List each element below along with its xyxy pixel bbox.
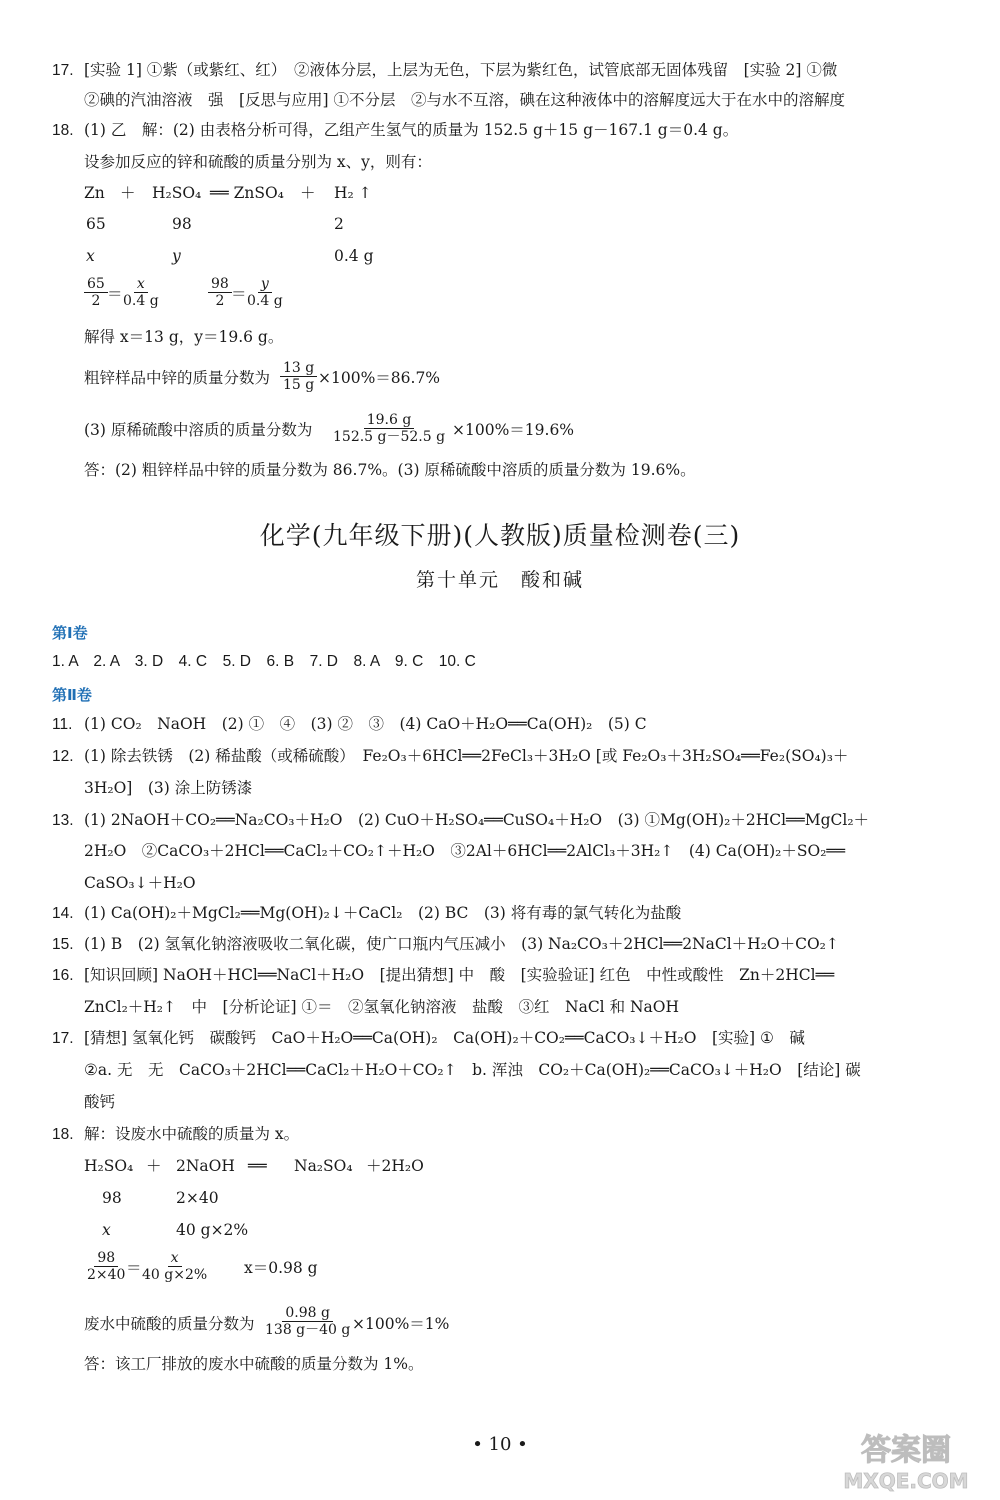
svg-text:答案圈: 答案圈 [861, 1433, 951, 1468]
q13-line-3: CaSO₃↓＋H₂O [84, 874, 196, 892]
eq1-term: ══ ZnSO₄ [210, 184, 284, 202]
svg-text:MXQE.COM: MXQE.COM [843, 1469, 969, 1493]
zn-fraction: $\frac{13 g}{15 g}$ [280, 360, 317, 393]
page-title: 化学(九年级下册)(人教版)质量检测卷(三) [259, 521, 741, 550]
q17-line-1: [实验 1] ①紫（或紫红、红） ②液体分层，上层为无色，下层为紫红色，试管底部无固体残留 [实验 2] ①微 [84, 61, 838, 79]
page-number: • 10 • [472, 1434, 528, 1455]
question-number: 11. [52, 716, 73, 733]
q18-line-1: (1) 乙 解：(2) 由表格分析可得，乙组产生氢气的质量为 152.5 g＋15 g－167.1 g＝0.4 g。 [84, 121, 739, 139]
acid-fraction-label: (3) 原稀硫酸中溶质的质量分数为 [84, 421, 313, 439]
watermark-logo [826, 1426, 986, 1496]
question-number: 16. [52, 967, 74, 984]
ratio-fraction: $\frac{x}{0.4 g}$ [123, 276, 159, 309]
acid-fraction-result: ×100%＝19.6% [452, 421, 575, 439]
q12-line-1: (1) 除去铁锈 (2) 稀盐酸（或稀硫酸） Fe₂O₃＋6HCl══2FeCl₃＋3H₂O [或 Fe₂O₃＋3H₂SO₄══Fe₂(SO₄)₃＋ [84, 747, 849, 765]
answer-page: 17. [实验 1] ①紫（或紫红、红） ②液体分层，上层为无色，下层为紫红色，试管底部无固体残留 [实验 2] ①微 ②碘的汽油溶液 强 [反思与应用] ①不分层 ②与水不互溶，碘在这种液体中的溶解度远大于在水中的溶解度 18. (1) 乙 解：(2) 由表格分析可得，乙组产生氢气的质量为 152.5 g＋15 g－167.1 g＝0.4 g。 设参加反应的锌和硫酸的质量分别为 x、y，则有： Zn ＋ H₂SO₄ ══ ZnSO₄ ＋ H₂ ↑ 65 98 2 x y 0.4 g $\frac{65}{2}$ ＝ $\frac{x}{0.4 g}$ $\frac{98}{2}$ ＝ $\frac{y}{0.4 g}$ 解得 x＝13 g，y＝19.6 g。 粗锌样品中锌的质量分数为 $\frac{13 g}{15 g}$ ×100%＝86.7% (3) 原稀硫酸中溶质的质量分数为 $\frac{19.6 g}{152.5 g-52.5 g}$ ×100%＝19.6% 答：(2) 粗锌样品中锌的质量分数为 86.7%。(3) 原稀硫酸中溶质的质量分数为 19.6%。 化学(九年级下册)(人教版)质量检测卷(三) 第十单元 酸和碱 第Ⅰ卷 1. A 2. A 3. D 4. C 5. D 6. B 7. D 8. A 9. C 10. C 第Ⅱ卷 11. (1) CO₂ NaOH (2) ① ④ (3) ② ③ (4) CaO＋H₂O══Ca(OH)₂ (5) C 12. (1) 除去铁锈 (2) 稀盐酸（或稀硫酸） Fe₂O₃＋6HCl══2FeCl₃＋3H₂O [或 Fe₂O₃＋3H₂SO₄══Fe₂(SO₄)₃＋ 3H₂O] (3) 涂上防锈漆 13. (1) 2NaOH＋CO₂══Na₂CO₃＋H₂O (2) CuO＋H₂SO₄══CuSO₄＋H₂O (3) ①Mg(OH)₂＋2HCl══MgCl₂＋ 2H₂O ②CaCO₃＋2HCl══CaCl₂＋CO₂↑＋H₂O ③2Al＋6HCl══2AlCl₃＋3H₂↑ (4) Ca(OH)₂＋SO₂══ CaSO₃↓＋H₂O 14. (1) Ca(OH)₂＋MgCl₂══Mg(OH)₂↓＋CaCl₂ (2) BC (3) 将有毒的氯气转化为盐酸 15. (1) B (2) 氢氧化钠溶液吸收二氧化碳，使广口瓶内气压减小 (3) Na₂CO₃＋2HCl══2NaCl＋H₂O＋CO₂↑ 16. [知识回顾] NaOH＋HCl══NaCl＋H₂O [提出猜想] 中 酸 [实验验证] 红色 中性或酸性 Zn＋2HCl══ ZnCl₂＋H₂↑ 中 [分析论证] ①＝ ②氢氧化钠溶液 盐酸 ③红 NaCl 和 NaOH 17. [猜想] 氢氧化钙 碳酸钙 CaO＋H₂O══Ca(OH)₂ Ca(OH)₂＋CO₂══CaCO₃↓＋H₂O [实验] ① 碱 ②a. 无 无 CaCO₃＋2HCl══CaCl₂＋H₂O＋CO₂↑ b. 浑浊 CO₂＋Ca(OH)₂══CaCO₃↓＋H₂O [结论] 碳 酸钙 18. 解：设废水中硫酸的质量为 x。 H₂SO₄ ＋ 2NaOH ══ Na₂SO₄ ＋2H₂O 98 2×40 x 40 g×2% $\frac{98}{2\times 40}$ ＝ $\frac{x}{40 g\times 2\%}$ x＝0.98 g 废水中硫酸的质量分数为 $\frac{0.98 g}{138 g-40 g}$ ×100%＝1% 答：该工厂排放的废水中硫酸的质量分数为 1%。 • 10 • 答案圈 MXQE.COM [0, 0, 1000, 1500]
question-number: 17. [52, 62, 74, 79]
answer-line: 答：(2) 粗锌样品中锌的质量分数为 86.7%。(3) 原稀硫酸中溶质的质量分数为 19.6%。 [84, 461, 696, 479]
ratio-fraction: $\frac{x}{40 g\times 2\%}$ [142, 1250, 208, 1283]
eq2-term: ＋2H₂O [366, 1157, 424, 1175]
q17b-line-2: ②a. 无 无 CaCO₃＋2HCl══CaCl₂＋H₂O＋CO₂↑ b. 浑浊 CO₂＋Ca(OH)₂══CaCO₃↓＋H₂O [结论] 碳 [84, 1061, 861, 1079]
q18b-line-1: 解：设废水中硫酸的质量为 x。 [84, 1125, 300, 1143]
eq2-term: ＋ [146, 1157, 162, 1175]
eq1-term: ＋ [120, 184, 136, 202]
eq1-term: H₂ ↑ [334, 184, 372, 202]
eq1-mass: 98 [172, 215, 192, 233]
waste-fraction-result: ×100%＝1% [352, 1315, 450, 1333]
ratio-fraction: $\frac{98}{2\times 40}$ [87, 1250, 126, 1283]
question-number: 15. [52, 936, 74, 953]
q17b-line-1: [猜想] 氢氧化钙 碳酸钙 CaO＋H₂O══Ca(OH)₂ Ca(OH)₂＋CO₂══CaCO₃↓＋H₂O [实验] ① 碱 [84, 1029, 805, 1047]
eq2-mass: 98 [102, 1189, 122, 1207]
q17b-line-3: 酸钙 [84, 1093, 116, 1111]
eq2-term: ══ [248, 1157, 267, 1175]
eq1-unknown: x [86, 247, 95, 265]
question-number: 13. [52, 812, 74, 829]
q15-line: (1) B (2) 氢氧化钠溶液吸收二氧化碳，使广口瓶内气压减小 (3) Na₂CO₃＋2HCl══2NaCl＋H₂O＋CO₂↑ [84, 935, 839, 953]
zn-fraction-result: ×100%＝86.7% [318, 369, 441, 387]
ratio-result: x＝0.98 g [244, 1259, 318, 1277]
ratio-fraction: $\frac{y}{0.4 g}$ [247, 276, 283, 309]
eq1-term: Zn [84, 184, 105, 202]
eq2-unknown: 40 g×2% [176, 1221, 249, 1239]
ratio-fraction: $\frac{65}{2}$ [84, 276, 108, 309]
q12-line-2: 3H₂O] (3) 涂上防锈漆 [84, 779, 253, 797]
question-number: 14. [52, 905, 74, 922]
zn-fraction-label: 粗锌样品中锌的质量分数为 [84, 369, 271, 387]
eq2-term: 2NaOH [176, 1157, 235, 1175]
solve-line: 解得 x＝13 g，y＝19.6 g。 [84, 328, 284, 346]
unit-subtitle: 第十单元 酸和碱 [415, 569, 584, 591]
eq1-mass: 2 [334, 215, 344, 233]
q18-line-2: 设参加反应的锌和硫酸的质量分别为 x、y，则有： [84, 153, 432, 171]
question-number: 18. [52, 122, 74, 139]
eq2-term: Na₂SO₄ [294, 1157, 353, 1175]
q11-line: (1) CO₂ NaOH (2) ① ④ (3) ② ③ (4) CaO＋H₂O══Ca(OH)₂ (5) C [84, 715, 647, 733]
ratio-fraction: $\frac{98}{2}$ [208, 276, 232, 309]
eq1-term: ＋ [300, 184, 316, 202]
acid-fraction: $\frac{19.6 g}{152.5 g-52.5 g}$ [333, 412, 446, 445]
waste-fraction-label: 废水中硫酸的质量分数为 [84, 1315, 255, 1333]
question-number: 18. [52, 1126, 74, 1143]
question-number: 17. [52, 1030, 74, 1047]
q16-line-2: ZnCl₂＋H₂↑ 中 [分析论证] ①＝ ②氢氧化钠溶液 盐酸 ③红 NaCl 和 NaOH [84, 998, 680, 1016]
waste-fraction: $\frac{0.98 g}{138 g-40 g}$ [265, 1305, 351, 1338]
section-heading-2: 第Ⅱ卷 [52, 686, 92, 704]
eq1-mass: 65 [86, 215, 106, 233]
section-heading-1: 第Ⅰ卷 [52, 624, 88, 642]
question-number: 12. [52, 748, 74, 765]
q13-line-2: 2H₂O ②CaCO₃＋2HCl══CaCl₂＋CO₂↑＋H₂O ③2Al＋6HCl══2AlCl₃＋3H₂↑ (4) Ca(OH)₂＋SO₂══ [84, 842, 846, 860]
eq1-term: H₂SO₄ [152, 184, 202, 202]
eq2-term: H₂SO₄ [84, 1157, 134, 1175]
mc-answers: 1. A 2. A 3. D 4. C 5. D 6. B 7. D 8. A 9. C 10. C [52, 653, 476, 670]
final-answer: 答：该工厂排放的废水中硫酸的质量分数为 1%。 [84, 1355, 424, 1373]
eq1-unknown: 0.4 g [334, 247, 374, 265]
q17-line-2: ②碘的汽油溶液 强 [反思与应用] ①不分层 ②与水不互溶，碘在这种液体中的溶解度远大于在水中的溶解度 [84, 91, 846, 109]
eq1-unknown: y [172, 247, 181, 265]
eq2-mass: 2×40 [176, 1189, 219, 1207]
eq2-unknown: x [102, 1221, 111, 1239]
q16-line-1: [知识回顾] NaOH＋HCl══NaCl＋H₂O [提出猜想] 中 酸 [实验验证] 红色 中性或酸性 Zn＋2HCl══ [84, 966, 835, 984]
q14-line: (1) Ca(OH)₂＋MgCl₂══Mg(OH)₂↓＋CaCl₂ (2) BC (3) 将有毒的氯气转化为盐酸 [84, 904, 682, 922]
q13-line-1: (1) 2NaOH＋CO₂══Na₂CO₃＋H₂O (2) CuO＋H₂SO₄══CuSO₄＋H₂O (3) ①Mg(OH)₂＋2HCl══MgCl₂＋ [84, 811, 870, 829]
